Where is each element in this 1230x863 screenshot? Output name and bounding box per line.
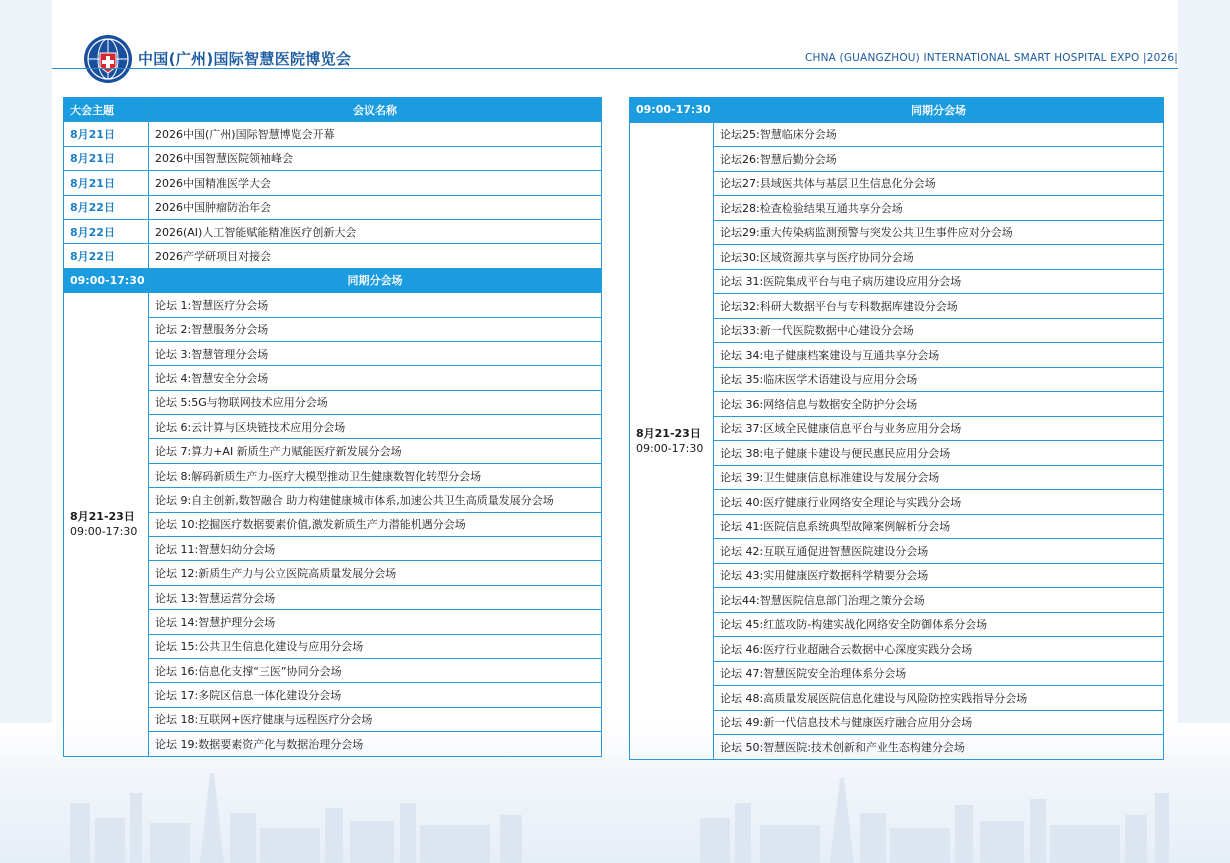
forum-name: 论坛 10:挖掘医疗数据要素价值,激发新质生产力潜能机遇分会场 — [149, 512, 602, 536]
forum-name: 论坛33:新一代医院数据中心建设分会场 — [714, 318, 1164, 343]
sub-title-header: 同期分会场 — [149, 268, 602, 292]
forum-name: 论坛30:区域资源共享与医疗协同分会场 — [714, 245, 1164, 270]
forum-name: 论坛25:智慧临床分会场 — [714, 122, 1164, 147]
forum-name: 论坛 3:智慧管理分会场 — [149, 341, 602, 365]
forum-name: 论坛 7:算力+AI 新质生产力赋能医疗新发展分会场 — [149, 439, 602, 463]
forum-row — [630, 122, 1164, 147]
forum-name: 论坛 49:新一代信息技术与健康医疗融合应用分会场 — [714, 710, 1164, 735]
forum-name: 论坛 5:5G与物联网技术应用分会场 — [149, 390, 602, 414]
span-time: 09:00-17:30 — [70, 525, 138, 539]
event-date: 8月22日 — [64, 244, 149, 268]
forum-name: 论坛32:科研大数据平台与专科数据库建设分会场 — [714, 294, 1164, 319]
expo-title-en: CHNA (GUANGZHOU) INTERNATIONAL SMART HOSPITAL EXPO |2026| — [804, 52, 1178, 64]
forum-name: 论坛29:重大传染病监测预警与突发公共卫生事件应对分会场 — [714, 220, 1164, 245]
event-date: 8月21日 — [64, 171, 149, 195]
right-time-header: 09:00-17:30 — [630, 98, 714, 123]
main-event-row — [64, 244, 602, 268]
span-time: 09:00-17:30 — [636, 441, 704, 455]
forum-name: 论坛 31:医院集成平台与电子病历建设应用分会场 — [714, 269, 1164, 294]
event-name: 2026产学研项目对接会 — [149, 244, 602, 268]
forum-name: 论坛 1:智慧医疗分会场 — [149, 293, 602, 317]
event-date: 8月22日 — [64, 195, 149, 219]
forum-name: 论坛 46:医疗行业超融合云数据中心深度实践分会场 — [714, 637, 1164, 662]
forum-name: 论坛 9:自主创新,数智融合 助力构建健康城市体系,加速公共卫生高质量发展分会场 — [149, 488, 602, 512]
event-date: 8月21日 — [64, 122, 149, 146]
expo-title-cn: 中国(广州)国际智慧医院博览会 — [138, 50, 352, 68]
forum-name: 论坛27:县域医共体与基层卫生信息化分会场 — [714, 171, 1164, 196]
forum-name: 论坛 12:新质生产力与公立医院高质量发展分会场 — [149, 561, 602, 585]
col-name-header: 会议名称 — [149, 98, 602, 122]
left-schedule-table — [63, 97, 602, 757]
forum-name: 论坛 2:智慧服务分会场 — [149, 317, 602, 341]
forum-name: 论坛 13:智慧运营分会场 — [149, 585, 602, 609]
right-schedule-table — [629, 97, 1164, 760]
forum-name: 论坛 40:医疗健康行业网络安全理论与实践分会场 — [714, 490, 1164, 515]
event-name: 2026(AI)人工智能赋能精准医疗创新大会 — [149, 219, 602, 243]
forum-name: 论坛 38:电子健康卡建设与便民惠民应用分会场 — [714, 441, 1164, 466]
span-date: 8月21-23日 — [70, 510, 135, 524]
event-name: 2026中国(广州)国际智慧博览会开幕 — [149, 122, 602, 146]
right-header-row — [630, 98, 1164, 123]
forum-name: 论坛 18:互联网+医疗健康与远程医疗分会场 — [149, 707, 602, 731]
expo-logo-globe-icon — [82, 33, 134, 85]
event-date: 8月21日 — [64, 146, 149, 170]
forum-name: 论坛 35:临床医学术语建设与应用分会场 — [714, 367, 1164, 392]
event-name: 2026中国精准医学大会 — [149, 171, 602, 195]
main-event-row — [64, 122, 602, 146]
forum-name: 论坛 48:高质量发展医院信息化建设与风险防控实践指导分会场 — [714, 686, 1164, 711]
forum-name: 论坛 14:智慧护理分会场 — [149, 610, 602, 634]
forum-name: 论坛28:检查检验结果互通共享分会场 — [714, 196, 1164, 221]
forum-name: 论坛 8:解码新质生产力-医疗大模型推动卫生健康数智化转型分会场 — [149, 463, 602, 487]
span-date: 8月21-23日 — [636, 426, 701, 440]
left-header-row — [64, 98, 602, 122]
forum-name: 论坛 47:智慧医院安全治理体系分会场 — [714, 661, 1164, 686]
event-date: 8月22日 — [64, 219, 149, 243]
right-date-span-cell — [630, 122, 714, 759]
right-title-header: 同期分会场 — [714, 98, 1164, 123]
left-date-span-cell — [64, 293, 149, 756]
event-name: 2026中国肿瘤防治年会 — [149, 195, 602, 219]
forum-name: 论坛 42:互联互通促进智慧医院建设分会场 — [714, 539, 1164, 564]
forum-name: 论坛 39:卫生健康信息标准建设与发展分会场 — [714, 465, 1164, 490]
forum-name: 论坛 11:智慧妇幼分会场 — [149, 537, 602, 561]
main-event-row — [64, 146, 602, 170]
main-event-row — [64, 195, 602, 219]
header-divider — [52, 68, 1178, 69]
forum-name: 论坛 6:云计算与区块链技术应用分会场 — [149, 415, 602, 439]
forum-name: 论坛26:智慧后勤分会场 — [714, 147, 1164, 172]
forum-name: 论坛 16:信息化支撑“三医”协同分会场 — [149, 658, 602, 682]
forum-name: 论坛 34:电子健康档案建设与互通共享分会场 — [714, 343, 1164, 368]
forum-name: 论坛 43:实用健康医疗数据科学精要分会场 — [714, 563, 1164, 588]
forum-name: 论坛 37:区域全民健康信息平台与业务应用分会场 — [714, 416, 1164, 441]
sub-forum-header-row — [64, 268, 602, 292]
forum-name: 论坛44:智慧医院信息部门治理之策分会场 — [714, 588, 1164, 613]
forum-name: 论坛 15:公共卫生信息化建设与应用分会场 — [149, 634, 602, 658]
forum-name: 论坛 36:网络信息与数据安全防护分会场 — [714, 392, 1164, 417]
forum-name: 论坛 19:数据要素资产化与数据治理分会场 — [149, 732, 602, 756]
forum-name: 论坛 4:智慧安全分会场 — [149, 366, 602, 390]
forum-name: 论坛 41:医院信息系统典型故障案例解析分会场 — [714, 514, 1164, 539]
main-event-row — [64, 171, 602, 195]
event-name: 2026中国智慧医院领袖峰会 — [149, 146, 602, 170]
forum-row — [64, 293, 602, 317]
main-event-row — [64, 219, 602, 243]
forum-name: 论坛 50:智慧医院:技术创新和产业生态构建分会场 — [714, 735, 1164, 760]
col-theme-header: 大会主题 — [64, 98, 149, 122]
sub-time-header: 09:00-17:30 — [64, 268, 149, 292]
forum-name: 论坛 17:多院区信息一体化建设分会场 — [149, 683, 602, 707]
forum-name: 论坛 45:红蓝攻防-构建实战化网络安全防御体系分会场 — [714, 612, 1164, 637]
